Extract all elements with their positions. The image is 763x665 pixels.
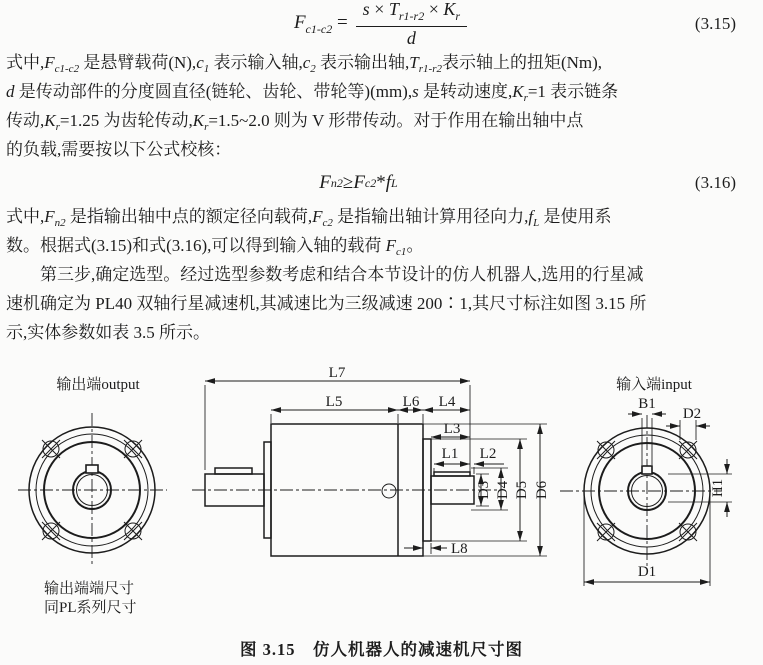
equation-number: (3.16): [694, 173, 736, 192]
text-run: 是使用系: [539, 207, 612, 226]
math-variable: F: [44, 207, 55, 226]
math-subscript: r: [204, 121, 209, 133]
equation-number: (3.15): [694, 14, 736, 33]
output-flange-view: [18, 376, 167, 616]
math-variable: s: [362, 0, 370, 19]
output-shaft-key: [215, 468, 252, 474]
math-variable: f: [385, 172, 392, 193]
input-end-title: 输入端input: [616, 377, 692, 393]
math-subscript: c2: [364, 175, 377, 190]
text-run: =: [332, 11, 348, 33]
math-subscript: r1-r2: [418, 63, 442, 75]
text-run: 表示输出轴,: [315, 53, 410, 72]
text-run: 式中,: [6, 53, 45, 72]
dim-label-l4: L4: [438, 394, 456, 410]
math-subscript: r: [55, 121, 60, 133]
output-end-note-1: 输出端端尺寸: [44, 581, 135, 597]
equation-3-15: [6, 0, 755, 48]
text-run: 。: [406, 236, 424, 255]
math-subscript: n2: [330, 175, 343, 190]
dim-label-l6: L6: [402, 394, 420, 410]
math-variable: F: [44, 53, 55, 72]
text-line: [6, 289, 755, 318]
dim-label-l1: L1: [441, 446, 459, 462]
math-variable: K: [192, 111, 205, 130]
math-variable: F: [385, 236, 397, 255]
math-variable: c: [302, 53, 311, 72]
text-run: 是传动部件的分度圆直径(链轮、齿轮、带轮等)(mm),: [14, 82, 413, 101]
output-end-note-2: 同PL系列尺寸: [44, 600, 137, 616]
text-line: [6, 106, 755, 135]
dim-label-h1: H1: [710, 478, 726, 498]
dim-label-d4: D4: [495, 480, 511, 500]
math-variable: F: [293, 11, 306, 33]
text-line: [6, 231, 755, 260]
dim-label-l7: L7: [328, 365, 346, 381]
text-run: 示,实体参数如表 3.5 所示。: [6, 323, 210, 342]
text-run: 的负载,需要按以下公式校核：: [6, 140, 232, 159]
math-variable: f: [528, 207, 534, 226]
dim-label-l3: L3: [443, 421, 461, 437]
output-end-title: 输出端output: [56, 377, 140, 393]
math-variable: T: [388, 0, 399, 19]
math-variable: K: [44, 111, 56, 130]
text-run: 是指输出轴中点的额定径向载荷,: [65, 207, 313, 226]
math-variable: T: [409, 53, 419, 72]
math-subscript: c2: [322, 217, 333, 229]
dim-label-l5: L5: [325, 394, 343, 410]
math-variable: d: [6, 82, 15, 101]
text-run: *: [376, 172, 386, 193]
dim-label-d3: D3: [476, 480, 492, 500]
math-subscript: L: [533, 217, 540, 229]
math-variable: d: [406, 28, 416, 48]
side-view: [192, 424, 497, 556]
side-view-dimensions: [205, 365, 550, 557]
dim-label-b1: B1: [638, 396, 656, 412]
equation-3-16-body: [319, 172, 397, 194]
text-run: 第三步,确定选型。经过选型参数考虑和结合本节设计的仿人机器人,选用的行星减: [40, 265, 644, 284]
math-variable: K: [443, 0, 456, 19]
input-flange-view: [560, 376, 732, 586]
output-shaft: [205, 474, 264, 506]
math-subscript: 1: [203, 63, 210, 75]
text-run: 表示轴上的扭矩(Nm),: [441, 53, 603, 72]
math-subscript: 2: [310, 63, 316, 75]
text-run: 传动,: [6, 111, 45, 130]
text-line: [6, 318, 755, 347]
text-line: [6, 202, 755, 231]
equation-3-16: [6, 164, 755, 202]
reducer-dimension-diagram: [0, 362, 763, 624]
math-variable: F: [319, 172, 331, 193]
math-variable: K: [512, 82, 524, 101]
math-subscript: r1-r2: [398, 9, 425, 23]
text-run: ×: [369, 0, 389, 19]
dim-label-d1: D1: [637, 564, 657, 580]
text-run: ≥: [342, 172, 354, 193]
keyway-slot: [642, 466, 652, 474]
text-line: [6, 48, 755, 77]
fraction: [356, 0, 467, 49]
text-run: 是悬臂载荷(N),: [79, 53, 197, 72]
fraction-numerator: [356, 0, 467, 27]
text-run: 是指输出轴计算用径向力,: [332, 207, 529, 226]
text-line: [6, 260, 755, 289]
equation-3-15-body: [294, 0, 467, 49]
math-subscript: r: [455, 9, 461, 23]
dim-label-d5: D5: [514, 480, 530, 500]
keyway-slot: [86, 465, 98, 473]
text-run: 是转动速度,: [418, 82, 513, 101]
body-plug: [382, 484, 396, 498]
text-line: [6, 77, 755, 106]
math-variable: F: [353, 172, 365, 193]
math-variable: c: [196, 53, 204, 72]
centerline: [18, 413, 167, 567]
input-shaft-key: [434, 472, 470, 476]
equation-lhs: [294, 12, 348, 37]
fraction-denominator: [356, 27, 467, 49]
math-subscript: c1: [396, 246, 407, 258]
text-run: 表示输入轴,: [209, 53, 303, 72]
text-run: ×: [424, 0, 444, 19]
math-subscript: L: [391, 175, 398, 190]
text-run: =1.5~2.0 则为 V 形带传动。对于作用在输出轴中点: [208, 111, 584, 130]
text-run: 速机确定为 PL40 双轴行星减速机,其减速比为三级减速 200∶1,其尺寸标注如图 3.15 所: [6, 294, 647, 313]
math-subscript: c1-c2: [54, 63, 80, 75]
text-run: 式中,: [6, 207, 45, 226]
text-run: 数。根据式(3.15)和式(3.16),可以得到输入轴的载荷: [6, 236, 386, 255]
dim-label-l2: L2: [479, 446, 497, 462]
math-subscript: n2: [54, 217, 66, 229]
math-variable: F: [312, 207, 323, 226]
dim-label-d6: D6: [534, 480, 550, 500]
dim-label-d2: D2: [682, 406, 702, 422]
math-subscript: c1-c2: [305, 21, 333, 36]
text-run: =1 表示链条: [527, 82, 619, 101]
text-line: [6, 135, 755, 164]
dim-label-l8: L8: [451, 541, 468, 557]
text-run: =1.25 为齿轮传动,: [59, 111, 193, 130]
math-variable: s: [412, 82, 419, 101]
figure-caption: 图 3.15 仿人机器人的减速机尺寸图: [240, 640, 523, 659]
math-subscript: r: [523, 92, 528, 104]
